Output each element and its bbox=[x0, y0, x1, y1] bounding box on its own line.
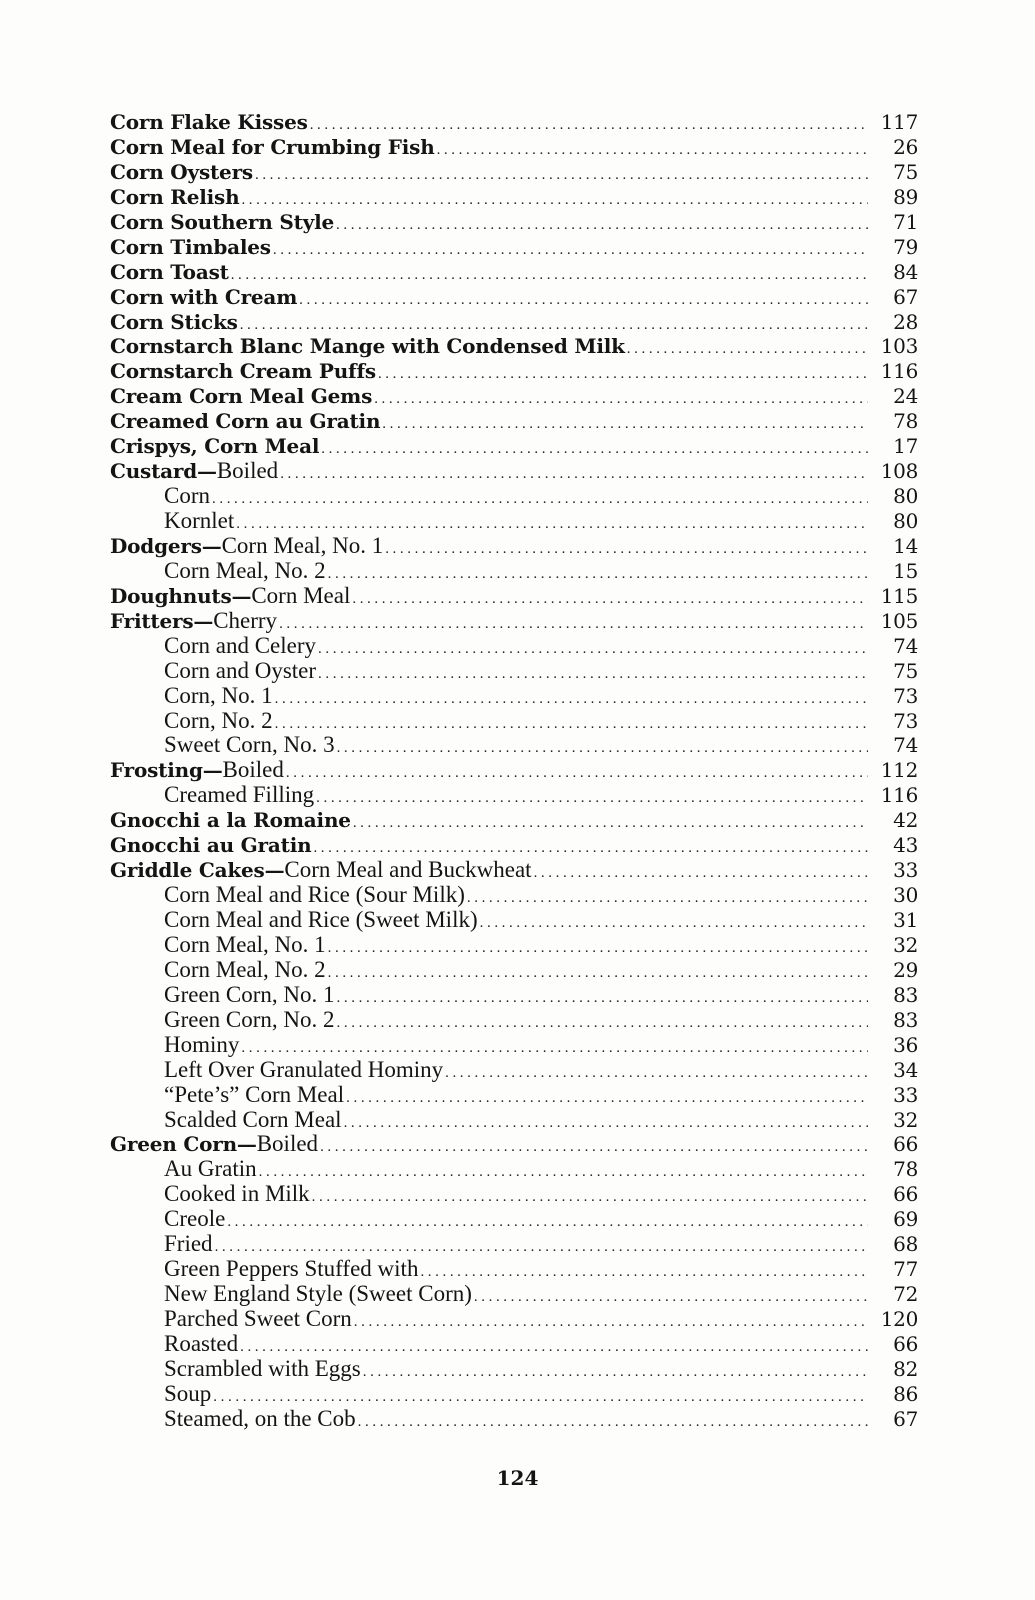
entry-text: Sweet Corn, No. 3 bbox=[164, 732, 335, 758]
entry-page-number: 33 bbox=[893, 1082, 918, 1107]
entry-page-number: 74 bbox=[893, 733, 918, 758]
index-entry bbox=[110, 833, 918, 858]
dot-leader bbox=[259, 1160, 868, 1185]
index-entry bbox=[110, 310, 918, 335]
dot-leader bbox=[275, 687, 868, 712]
index-subentry bbox=[110, 1257, 918, 1282]
dot-leader bbox=[318, 662, 868, 687]
entry-page-number: 32 bbox=[893, 932, 918, 957]
index-subentry bbox=[110, 733, 918, 758]
index-subentry bbox=[110, 709, 918, 734]
dot-leader bbox=[328, 936, 868, 961]
entry-page-number: 67 bbox=[893, 1406, 918, 1431]
entry-page-number: 30 bbox=[893, 883, 918, 908]
entry-text: Cooked in Milk bbox=[164, 1181, 310, 1207]
dot-leader bbox=[353, 811, 868, 836]
entry-text: Kornlet bbox=[164, 508, 235, 533]
entry-heading: Frosting— bbox=[110, 758, 223, 783]
entry-text: Corn, No. 1 bbox=[164, 682, 273, 708]
index-entry bbox=[110, 609, 918, 634]
index-subentry bbox=[110, 1083, 918, 1108]
index-subentry bbox=[110, 958, 918, 983]
dot-leader bbox=[280, 462, 868, 487]
dot-leader bbox=[534, 861, 868, 886]
entry-heading: Cornstarch Cream Puffs bbox=[110, 359, 376, 384]
dot-leader bbox=[316, 786, 868, 811]
entry-heading: Corn Timbales bbox=[110, 234, 271, 259]
entry-heading: Gnocchi au Gratin bbox=[110, 833, 312, 858]
entry-page-number: 89 bbox=[893, 184, 918, 209]
entry-text: Soup bbox=[164, 1380, 212, 1406]
entry-text: Scrambled with Eggs bbox=[164, 1355, 361, 1381]
dot-leader bbox=[212, 487, 868, 512]
index-subentry bbox=[110, 1332, 918, 1357]
entry-heading: Corn with Cream bbox=[110, 284, 298, 309]
entry-page-number: 31 bbox=[893, 908, 918, 932]
dot-leader bbox=[437, 138, 868, 163]
index-subentry bbox=[110, 1157, 918, 1182]
entry-heading: Corn Southern Style bbox=[110, 209, 334, 234]
entry-text: Cherry bbox=[213, 607, 278, 633]
page-number: 124 bbox=[496, 1466, 539, 1490]
index-subentry bbox=[110, 883, 918, 908]
entry-page-number: 14 bbox=[893, 533, 918, 558]
dot-leader bbox=[227, 1210, 868, 1235]
entry-page-number: 34 bbox=[893, 1057, 918, 1082]
entry-heading: Crispys, Corn Meal bbox=[110, 434, 320, 459]
index-subentry bbox=[110, 1033, 918, 1058]
entry-text: Au Gratin bbox=[164, 1156, 257, 1182]
index-entry bbox=[110, 459, 918, 484]
index-subentry bbox=[110, 509, 918, 534]
entry-page-number: 32 bbox=[893, 1107, 918, 1132]
index-entry bbox=[110, 160, 918, 185]
entry-heading: Corn Flake Kisses bbox=[110, 110, 308, 134]
entry-page-number: 86 bbox=[893, 1381, 918, 1406]
entry-page-number: 84 bbox=[893, 259, 918, 284]
index-entry bbox=[110, 110, 918, 135]
entry-page-number: 116 bbox=[880, 359, 918, 384]
index-subentry bbox=[110, 634, 918, 659]
index-subentry bbox=[110, 1282, 918, 1307]
entry-page-number: 26 bbox=[893, 134, 918, 159]
entry-page-number: 116 bbox=[880, 783, 918, 808]
dot-leader bbox=[320, 1135, 868, 1160]
entry-page-number: 79 bbox=[893, 234, 918, 259]
entry-heading: Corn Meal for Crumbing Fish bbox=[110, 134, 435, 159]
entry-page-number: 67 bbox=[893, 284, 918, 309]
dot-leader bbox=[627, 337, 868, 362]
index-entry bbox=[110, 235, 918, 260]
dot-leader bbox=[312, 1185, 868, 1210]
dot-leader bbox=[299, 288, 868, 313]
index-subentry bbox=[110, 1357, 918, 1382]
entry-text: Corn Meal and Rice (Sour Milk) bbox=[164, 882, 465, 908]
entry-page-number: 115 bbox=[880, 583, 918, 608]
entry-page-number: 80 bbox=[893, 484, 918, 509]
entry-text: Steamed, on the Cob bbox=[164, 1405, 356, 1431]
dot-leader bbox=[275, 712, 868, 737]
entry-text: Creamed Filling bbox=[164, 782, 315, 808]
index-subentry bbox=[110, 908, 918, 933]
entry-text: Left Over Granulated Hominy bbox=[164, 1056, 444, 1082]
index-subentry bbox=[110, 659, 918, 684]
entry-heading: Doughnuts— bbox=[110, 583, 252, 608]
entry-text: Corn Meal, No. 2 bbox=[164, 557, 326, 583]
entry-page-number: 78 bbox=[893, 409, 918, 434]
index-entry bbox=[110, 758, 918, 783]
entry-text: Corn Meal, No. 1 bbox=[221, 532, 384, 558]
entry-heading: Creamed Corn au Gratin bbox=[110, 409, 381, 434]
dot-leader bbox=[420, 1260, 868, 1285]
index-subentry bbox=[110, 1182, 918, 1207]
entry-page-number: 66 bbox=[893, 1132, 918, 1157]
index-entry bbox=[110, 210, 918, 235]
dot-leader bbox=[321, 437, 868, 462]
index-subentry bbox=[110, 1108, 918, 1133]
dot-leader bbox=[382, 412, 868, 437]
entry-heading: Dodgers— bbox=[110, 533, 222, 558]
entry-text: Roasted bbox=[164, 1330, 239, 1356]
entry-page-number: 83 bbox=[893, 982, 918, 1007]
entry-heading: Corn Relish bbox=[110, 184, 240, 209]
entry-page-number: 66 bbox=[893, 1331, 918, 1356]
dot-leader bbox=[467, 886, 868, 911]
dot-leader bbox=[378, 362, 868, 387]
entry-heading: Corn Sticks bbox=[110, 309, 238, 334]
dot-leader bbox=[286, 761, 868, 786]
entry-text: Green Corn, No. 1 bbox=[164, 981, 335, 1007]
index-subentry bbox=[110, 484, 918, 509]
entry-text: Green Corn, No. 2 bbox=[164, 1006, 335, 1032]
entry-page-number: 120 bbox=[880, 1307, 918, 1331]
entry-text: Fried bbox=[164, 1231, 213, 1257]
index-subentry bbox=[110, 933, 918, 958]
entry-text: Corn Meal and Buckwheat bbox=[284, 857, 532, 883]
entry-text: Boiled bbox=[222, 757, 284, 783]
entry-text: Corn and Oyster bbox=[164, 657, 317, 683]
dot-leader bbox=[337, 1011, 868, 1036]
dot-leader bbox=[336, 213, 868, 238]
dot-leader bbox=[445, 1061, 868, 1086]
entry-page-number: 73 bbox=[893, 683, 918, 708]
entry-text: Corn Meal bbox=[251, 582, 351, 608]
index-subentry bbox=[110, 559, 918, 584]
dot-leader bbox=[474, 1285, 868, 1310]
dot-leader bbox=[318, 637, 868, 662]
entry-page-number: 71 bbox=[893, 209, 918, 234]
index-entry bbox=[110, 584, 918, 609]
index-entry bbox=[110, 185, 918, 210]
entry-text: Scalded Corn Meal bbox=[164, 1106, 342, 1132]
index-subentry bbox=[110, 684, 918, 709]
entry-heading: Custard— bbox=[110, 459, 217, 484]
index-entry bbox=[110, 285, 918, 310]
index-subentry bbox=[110, 1307, 918, 1332]
entry-page-number: 43 bbox=[893, 833, 918, 858]
entry-page-number: 78 bbox=[893, 1157, 918, 1182]
entry-text: Corn, No. 2 bbox=[164, 707, 273, 733]
entry-page-number: 75 bbox=[893, 159, 918, 184]
dot-leader bbox=[337, 736, 868, 761]
index-entry bbox=[110, 359, 918, 384]
index-subentry bbox=[110, 1382, 918, 1407]
entry-text: Corn bbox=[164, 483, 210, 509]
entry-page-number: 74 bbox=[893, 633, 918, 658]
entry-text: New England Style (Sweet Corn) bbox=[164, 1281, 472, 1307]
entry-page-number: 33 bbox=[893, 858, 918, 883]
dot-leader bbox=[385, 537, 868, 562]
entry-text: Hominy bbox=[164, 1031, 240, 1057]
entry-heading: Corn Toast bbox=[110, 259, 229, 284]
entry-heading: Cream Corn Meal Gems bbox=[110, 384, 373, 409]
dot-leader bbox=[374, 387, 868, 412]
entry-page-number: 77 bbox=[893, 1257, 918, 1282]
index-entry bbox=[110, 260, 918, 285]
entry-text: Parched Sweet Corn bbox=[164, 1306, 352, 1331]
index-subentry bbox=[110, 1407, 918, 1432]
entry-text: Corn Meal, No. 2 bbox=[164, 956, 326, 982]
entry-heading: Fritters— bbox=[110, 608, 214, 633]
entry-page-number: 83 bbox=[893, 1007, 918, 1032]
entry-text: Corn and Celery bbox=[164, 632, 317, 658]
entry-heading: Corn Oysters bbox=[110, 159, 253, 184]
entry-page-number: 108 bbox=[880, 459, 918, 484]
dot-leader bbox=[346, 1086, 868, 1111]
entry-page-number: 24 bbox=[893, 384, 918, 409]
entry-page-number: 17 bbox=[893, 434, 918, 459]
index-entry bbox=[110, 858, 918, 883]
entry-text: Boiled bbox=[256, 1131, 319, 1157]
entry-page-number: 68 bbox=[893, 1232, 918, 1257]
index-subentry bbox=[110, 1008, 918, 1033]
dot-leader bbox=[337, 986, 868, 1011]
dot-leader bbox=[358, 1410, 868, 1435]
entry-page-number: 82 bbox=[893, 1356, 918, 1381]
entry-page-number: 29 bbox=[893, 957, 918, 982]
index-entry bbox=[110, 434, 918, 459]
index-subentry bbox=[110, 783, 918, 808]
dot-leader bbox=[273, 238, 868, 263]
dot-leader bbox=[279, 612, 868, 637]
index-entry bbox=[110, 1132, 918, 1157]
entry-page-number: 15 bbox=[893, 558, 918, 583]
dot-leader bbox=[231, 263, 868, 288]
entry-heading: Green Corn— bbox=[110, 1132, 257, 1157]
index-subentry bbox=[110, 1207, 918, 1232]
entry-page-number: 112 bbox=[880, 758, 918, 783]
entry-heading: Cornstarch Blanc Mange with Condensed Milk bbox=[110, 334, 625, 359]
index-entry bbox=[110, 135, 918, 160]
entry-page-number: 66 bbox=[893, 1182, 918, 1207]
dot-leader bbox=[328, 961, 868, 986]
entry-heading: Gnocchi a la Romaine bbox=[110, 808, 351, 833]
entry-page-number: 80 bbox=[893, 509, 918, 533]
index-entry bbox=[110, 534, 918, 559]
entry-text: Creole bbox=[164, 1206, 226, 1232]
dot-leader bbox=[480, 911, 868, 936]
index-entry bbox=[110, 334, 918, 359]
dot-leader bbox=[241, 188, 868, 213]
entry-page-number: 36 bbox=[893, 1032, 918, 1057]
entry-text: Green Peppers Stuffed with bbox=[164, 1256, 419, 1282]
index-subentry bbox=[110, 983, 918, 1008]
entry-page-number: 105 bbox=[880, 608, 918, 633]
index-list bbox=[110, 110, 918, 1432]
entry-page-number: 103 bbox=[880, 334, 918, 359]
index-entry bbox=[110, 808, 918, 833]
entry-page-number: 73 bbox=[893, 708, 918, 733]
entry-text: Corn Meal, No. 1 bbox=[164, 931, 326, 957]
dot-leader bbox=[344, 1111, 868, 1136]
dot-leader bbox=[352, 587, 868, 612]
entry-text: “Pete’s” Corn Meal bbox=[164, 1081, 345, 1107]
dot-leader bbox=[255, 163, 868, 188]
entry-page-number: 72 bbox=[893, 1282, 918, 1307]
index-entry bbox=[110, 409, 918, 434]
index-subentry bbox=[110, 1058, 918, 1083]
entry-heading: Griddle Cakes— bbox=[110, 858, 285, 883]
entry-text: Corn Meal and Rice (Sweet Milk) bbox=[164, 907, 478, 932]
entry-page-number: 28 bbox=[893, 309, 918, 334]
entry-text: Boiled bbox=[216, 458, 279, 484]
entry-page-number: 75 bbox=[893, 658, 918, 683]
dot-leader bbox=[354, 1310, 868, 1335]
dot-leader bbox=[363, 1360, 868, 1385]
dot-leader bbox=[328, 562, 868, 587]
entry-page-number: 42 bbox=[893, 808, 918, 833]
entry-page-number: 69 bbox=[893, 1207, 918, 1232]
index-subentry bbox=[110, 1232, 918, 1257]
entry-page-number: 117 bbox=[880, 110, 918, 134]
index-entry bbox=[110, 384, 918, 409]
